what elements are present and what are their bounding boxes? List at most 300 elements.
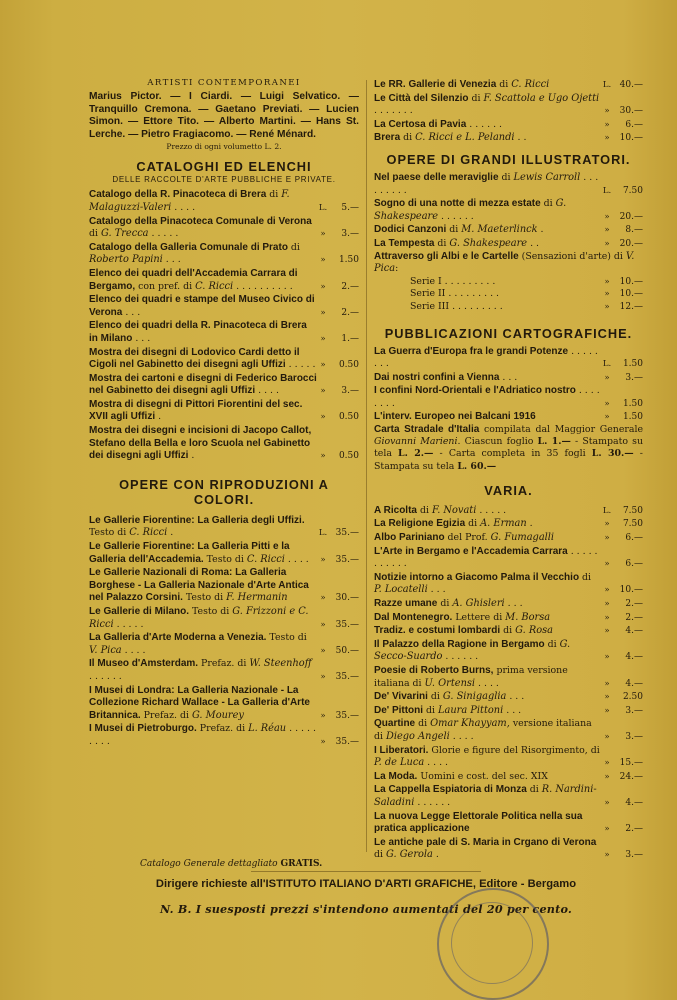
carta-author: Giovanni Marieni bbox=[374, 436, 458, 448]
varia-author: G. Fumagalli bbox=[490, 532, 555, 544]
varia-price: 4.— bbox=[625, 652, 643, 663]
varia-currency-mark: » bbox=[604, 678, 610, 689]
carta-entry bbox=[374, 411, 643, 424]
opera-author: G. Mourey bbox=[191, 709, 244, 721]
varia-entry bbox=[374, 612, 643, 625]
carta-desc-2: . Ciascun foglio bbox=[457, 436, 538, 448]
varia-title: Le antiche pale di S. Maria in Crgano di Verona bbox=[374, 836, 597, 848]
varia-desc: di bbox=[423, 704, 439, 716]
catalogo-generale bbox=[88, 859, 644, 869]
varia-entry bbox=[374, 718, 643, 743]
varia-currency-mark: » bbox=[604, 519, 610, 530]
varia-desc: di bbox=[500, 625, 516, 637]
varia-author: U. Ortensi bbox=[424, 677, 476, 689]
illustrato-price: 7.50 bbox=[622, 185, 643, 196]
carta-desc-1: compilata dal Maggior Generale bbox=[479, 424, 643, 436]
carta-price-1: L. 1.— bbox=[537, 436, 571, 448]
catalogo-currency-mark: » bbox=[320, 229, 326, 240]
series-price: 10.— bbox=[619, 276, 643, 287]
varia-currency-mark: » bbox=[604, 599, 610, 610]
opera-dots: . . . . . . bbox=[466, 118, 503, 130]
library-stamp bbox=[437, 888, 549, 1000]
varia-currency-mark: » bbox=[604, 758, 610, 769]
varia-dots: . . . bbox=[506, 691, 525, 703]
carta-price-4: L. 60.— bbox=[457, 460, 497, 472]
opera-entry bbox=[89, 658, 359, 683]
varia-title: La Moda. bbox=[374, 770, 418, 782]
varia-price: 2.— bbox=[625, 599, 643, 610]
carta-dots: . . . . . . . . bbox=[374, 385, 600, 409]
varia-dots: . bbox=[526, 518, 533, 530]
varia-title: Tradiz. e costumi lombardi bbox=[374, 625, 501, 637]
cataloghi-heading: CATALOGHI ED ELENCHI bbox=[136, 159, 312, 175]
opera-dots: . . . . . . . bbox=[374, 105, 413, 117]
illustrato-dots: . bbox=[537, 224, 544, 236]
carta-title: Carta Stradale d'Italia bbox=[374, 424, 480, 436]
opera-title: Le Gallerie di Milano. bbox=[89, 606, 190, 617]
varia-title: Poesie di Roberto Burns, bbox=[374, 665, 494, 676]
opera-author: C. Ricci bbox=[129, 527, 168, 539]
catalogo-dots: . . . . bbox=[255, 385, 279, 397]
varia-desc: di bbox=[544, 638, 560, 650]
albi-title: Attraverso gli Albi e le Cartelle bbox=[374, 250, 519, 262]
catalogo-entry bbox=[89, 216, 359, 241]
opera-currency-mark: L. bbox=[318, 528, 328, 539]
catalogo-title: Catalogo della Pinacoteca Comunale di Verona bbox=[89, 215, 312, 227]
varia-title: Quartine bbox=[374, 718, 416, 730]
catalogo-title: Mostra dei cartoni e disegni di Federico Barocci nel Gabinetto dei disegni agli Uffizi bbox=[89, 372, 317, 397]
catalogo-currency-mark: » bbox=[320, 333, 326, 344]
varia-desc: Uomini e cost. del sec. XIX bbox=[417, 770, 548, 782]
varia-desc: Lettere di bbox=[452, 611, 506, 623]
varia-desc: di bbox=[465, 518, 481, 530]
catalogo-title: Elenco dei quadri dell'Accademia Carrara di Bergamo, bbox=[89, 267, 298, 292]
carta-desc-3: - Stampato su tela bbox=[374, 436, 643, 460]
varia-title: Dal Montenegro. bbox=[374, 611, 453, 623]
varia-entry bbox=[374, 705, 643, 718]
illustrato-title: La Tempesta bbox=[374, 237, 435, 249]
opera-price: 35.— bbox=[335, 554, 359, 565]
varia-title: De' Pittoni bbox=[374, 704, 424, 716]
opera-currency-mark: » bbox=[320, 645, 326, 656]
catalogo-title: Mostra di disegni di Pittori Fiorentini del sec. XVII agli Uffizi bbox=[89, 398, 303, 423]
varia-title: De' Vivarini bbox=[374, 691, 428, 703]
varia-desc-2: versione italiana di bbox=[374, 718, 592, 742]
catalogo-price: 0.50 bbox=[338, 360, 359, 371]
varia-heading: VARIA. bbox=[484, 482, 533, 498]
carta-price-2: L. 2.— bbox=[398, 448, 434, 460]
opera-title: Le Gallerie Fiorentine: La Galleria Pitti e la Galleria dell'Accademia. bbox=[89, 541, 290, 565]
varia-desc: di bbox=[437, 598, 453, 610]
carta-entry bbox=[374, 372, 643, 385]
opera-dots: . . . . . . . . . bbox=[89, 723, 316, 747]
opera-title: La Galleria d'Arte Moderna a Venezia. bbox=[89, 632, 267, 644]
varia-price: 6.— bbox=[625, 533, 643, 544]
opera-price: 40.— bbox=[619, 80, 643, 90]
varia-entry bbox=[374, 745, 643, 770]
catalogo-title: Catalogo della Galleria Comunale di Prato bbox=[89, 241, 288, 253]
varia-author: G. Gerola bbox=[385, 849, 433, 861]
illustrato-title: Dodici Canzoni bbox=[374, 224, 447, 236]
riproduzioni-list bbox=[89, 515, 359, 749]
varia-price: 4.— bbox=[625, 797, 643, 808]
opera-desc: di bbox=[468, 92, 484, 104]
illustratori-list bbox=[374, 172, 643, 251]
varia-title: Albo Pariniano bbox=[374, 532, 445, 544]
artisti-price-note: Prezzo di ogni volumetto L. 2. bbox=[166, 142, 282, 152]
varia-title: La nuova Legge Elettorale Politica nella sua pratica applicazione bbox=[374, 810, 583, 835]
opera-desc: Prefaz. di bbox=[140, 709, 192, 721]
varia-currency-mark: » bbox=[604, 692, 610, 703]
opera-author: C. Ricci bbox=[511, 79, 550, 90]
carta-desc-5: - Stampata su tela bbox=[374, 448, 643, 472]
varia-dots: . . . . bbox=[475, 677, 499, 689]
catalogo-entry bbox=[89, 347, 359, 372]
varia-dots: . . . . bbox=[424, 757, 449, 769]
varia-currency-mark: » bbox=[604, 585, 610, 596]
series-price: 12.— bbox=[619, 301, 643, 312]
carta-title: La Guerra d'Europa fra le grandi Potenze bbox=[374, 345, 569, 357]
opera-price: 30.— bbox=[335, 593, 359, 604]
catalogo-price: 3.— bbox=[341, 386, 359, 397]
catalogo-price: 0.50 bbox=[338, 451, 359, 462]
catalogo-dots: . . . bbox=[132, 332, 151, 344]
varia-currency-mark: » bbox=[604, 652, 610, 663]
varia-author: R. Nardini-Saladini bbox=[374, 784, 597, 808]
varia-currency-mark: » bbox=[604, 626, 610, 637]
varia-entry bbox=[374, 546, 643, 571]
opera-desc: di bbox=[400, 132, 416, 144]
albi-author: V. Pica bbox=[374, 250, 635, 275]
catalogo-desc: di bbox=[266, 189, 282, 201]
varia-title: Razze umane bbox=[374, 598, 438, 610]
varia-dots: . . . bbox=[503, 704, 522, 716]
illustrato-entry bbox=[374, 172, 643, 197]
illustrato-desc: di bbox=[434, 237, 450, 249]
opera-author: C. Ricci bbox=[246, 553, 285, 565]
opera-dots: . . . . . . bbox=[89, 670, 122, 682]
opera-entry bbox=[89, 567, 359, 605]
series-entry: Serie III . . . . . . . . . » 12.— bbox=[410, 300, 643, 312]
opera-currency-mark: » bbox=[604, 106, 610, 117]
catalogo-entry bbox=[89, 294, 359, 319]
carta-dots: . . . bbox=[499, 371, 518, 383]
varia-author: G. Secco-Suardo bbox=[374, 638, 571, 663]
varia-price: 2.— bbox=[625, 612, 643, 623]
column-divider bbox=[366, 80, 367, 852]
illustrato-dots: . . . . . . bbox=[438, 210, 474, 222]
varia-currency-mark: L. bbox=[602, 505, 612, 516]
catalogo-entry bbox=[89, 320, 359, 345]
illustrato-entry bbox=[374, 238, 643, 251]
opera-currency-mark: » bbox=[320, 619, 326, 630]
opera-author: W. Steenhoff bbox=[249, 658, 312, 670]
catalogo-title: Elenco dei quadri della R. Pinacoteca di Brera in Milano bbox=[89, 320, 307, 344]
catalogo-currency-mark: » bbox=[320, 412, 326, 423]
opera-price: 6.— bbox=[625, 119, 643, 130]
series-label: Serie III bbox=[410, 300, 450, 312]
varia-price: 6.— bbox=[625, 559, 643, 570]
catalogo-price: 1.— bbox=[341, 333, 359, 344]
carta-entry bbox=[374, 385, 643, 410]
carta-currency-mark: L. bbox=[602, 359, 612, 370]
illustrato-author: G. Shakespeare bbox=[374, 198, 567, 222]
left-column bbox=[89, 78, 359, 749]
catalogo-desc: di bbox=[89, 228, 101, 240]
opera-dots: . . . . . bbox=[113, 618, 144, 630]
opera-currency-mark: » bbox=[604, 133, 610, 144]
catalogo-entry bbox=[89, 268, 359, 293]
varia-entry bbox=[374, 639, 643, 664]
illustrato-price: 20.— bbox=[619, 238, 643, 249]
illustrato-currency-mark: » bbox=[604, 238, 610, 249]
catalogo-dots: . bbox=[155, 411, 162, 423]
opera-price: 50.— bbox=[335, 645, 359, 656]
opera-entry bbox=[374, 132, 643, 145]
carta-price: 3.— bbox=[625, 372, 643, 383]
catalogo-entry bbox=[89, 425, 359, 463]
catalogo-desc: di bbox=[287, 241, 300, 253]
artisti-names: Marius Pictor. — I Ciardi. — Luigi Selvatico. — Tranquillo Cremona. — Gaetano Previati. — Lucien Simon. — Ettore Tito. — Alberto Martini. — Hans St. Lerche. — Pietro Fragiacomo. — René Ménard. bbox=[89, 91, 359, 140]
opera-title: Le RR. Gallerie di Venezia bbox=[374, 79, 497, 90]
catalogo-price: 1.50 bbox=[338, 255, 359, 266]
varia-price: 10.— bbox=[619, 585, 643, 596]
varia-price: 4.— bbox=[625, 626, 643, 637]
illustrato-title: Nel paese delle meraviglie bbox=[374, 171, 499, 183]
varia-entry bbox=[374, 691, 643, 704]
catalogo-currency-mark: » bbox=[320, 386, 326, 397]
right-column bbox=[374, 78, 643, 862]
opera-entry bbox=[374, 119, 643, 132]
riproduzioni-heading: OPERE CON RIPRODUZIONI A COLORI. bbox=[119, 476, 329, 507]
varia-author: F. Novati bbox=[431, 504, 477, 516]
opera-currency-mark: » bbox=[320, 736, 326, 747]
varia-author: A. Ghisleri bbox=[452, 598, 505, 610]
opera-currency-mark: » bbox=[320, 593, 326, 604]
varia-price: 3.— bbox=[625, 731, 643, 742]
publisher-address: Dirigere richieste all'ISTITUTO ITALIANO D'ARTI GRAFICHE, Editore - Bergamo bbox=[155, 878, 577, 890]
price-increase-note: N. B. I suesposti prezzi s'intendono aumentati del 20 per cento. bbox=[159, 902, 573, 916]
opera-entry bbox=[89, 632, 359, 657]
illustrato-desc: di bbox=[446, 224, 462, 236]
varia-title: A Ricolta bbox=[374, 504, 417, 516]
opera-entry bbox=[374, 79, 643, 92]
catalogo-desc: con pref. di bbox=[135, 280, 196, 292]
varia-price: 2.— bbox=[625, 824, 643, 835]
varia-author: Laura Pittoni bbox=[438, 704, 504, 716]
catalogo-title: Mostra dei disegni di Lodovico Cardi detto il Cigoli nel Gabinetto dei disegni agli Uffizi bbox=[89, 346, 300, 371]
varia-price: 2.50 bbox=[622, 692, 643, 703]
illustrato-author: G. Shakespeare bbox=[449, 237, 528, 249]
opera-desc: Testo di bbox=[189, 606, 233, 617]
varia-dots: . . . bbox=[427, 584, 446, 596]
illustrato-author: Lewis Carroll bbox=[513, 171, 581, 183]
opera-author: V. Pica bbox=[89, 644, 122, 656]
opera-author: F. Scattola e Ugo Ojetti bbox=[483, 92, 600, 104]
illustratori-heading: OPERE DI GRANDI ILLUSTRATORI. bbox=[386, 151, 631, 167]
varia-entry bbox=[374, 518, 643, 531]
varia-title: La Religione Egizia bbox=[374, 518, 466, 530]
illustrato-dots: . . bbox=[527, 237, 540, 249]
varia-currency-mark: » bbox=[604, 559, 610, 570]
series-entry: Serie II . . . . . . . . . » 10.— bbox=[410, 288, 643, 300]
varia-desc: di bbox=[526, 784, 542, 796]
opera-entry bbox=[374, 93, 643, 118]
varia-entry bbox=[374, 532, 643, 545]
opera-title: Le Gallerie Nazionali di Roma: La Galleria Borghese - La Galleria Nazionale d'Arte Antica nel Palazzo Corsini. bbox=[89, 567, 309, 604]
varia-price: 7.50 bbox=[622, 519, 643, 530]
opera-entry bbox=[89, 606, 359, 631]
opera-currency-mark: » bbox=[604, 119, 610, 130]
catalogo-price: 3.— bbox=[341, 229, 359, 240]
opera-title: Brera bbox=[374, 132, 401, 144]
opera-price: 35.— bbox=[335, 710, 359, 721]
opera-author: F. Hermanin bbox=[226, 592, 288, 604]
opera-dots: . . bbox=[514, 132, 527, 144]
carta-currency-mark: » bbox=[604, 412, 610, 423]
varia-currency-mark: » bbox=[604, 533, 610, 544]
catalogo-currency-mark: » bbox=[320, 255, 326, 266]
opera-entry bbox=[89, 541, 359, 566]
varia-dots: . . . . . . bbox=[442, 651, 479, 663]
carta-price: 1.50 bbox=[622, 412, 643, 423]
varia-entry bbox=[374, 811, 643, 836]
varia-currency-mark: » bbox=[604, 705, 610, 716]
varia-price: 24.— bbox=[619, 771, 643, 782]
catalogo-dots: . . . . . . . . . . bbox=[233, 280, 293, 292]
varia-price: 3.— bbox=[625, 705, 643, 716]
carta-title: L'interv. Europeo nei Balcani 1916 bbox=[374, 411, 536, 423]
catalogo-entry bbox=[89, 189, 359, 214]
series-mark: » bbox=[604, 276, 610, 287]
catalogo-currency-mark: L. bbox=[318, 202, 328, 213]
carta-title: Dai nostri confini a Vienna bbox=[374, 371, 500, 383]
opera-price: 10.— bbox=[619, 133, 643, 144]
varia-desc: di bbox=[427, 691, 443, 703]
cataloghi-list bbox=[89, 189, 359, 462]
cataloghi-subheading: DELLE RACCOLTE D'ARTE PUBBLICHE E PRIVATE. bbox=[112, 175, 336, 185]
opera-desc: Testo di bbox=[203, 553, 247, 565]
opera-desc: Testo di bbox=[182, 592, 227, 604]
opera-price: 30.— bbox=[619, 106, 643, 117]
carta-dots: . . . . . . . . bbox=[374, 345, 598, 370]
varia-currency-mark: » bbox=[604, 612, 610, 623]
carta-price: 1.50 bbox=[622, 398, 643, 409]
opera-dots: . . . . bbox=[284, 553, 309, 565]
catalogo-currency-mark: » bbox=[320, 360, 326, 371]
cartografiche-heading: PUBBLICAZIONI CARTOGRAFICHE. bbox=[384, 325, 633, 341]
opera-title: Il Museo d'Amsterdam. bbox=[89, 658, 199, 670]
catalogo-entry bbox=[89, 373, 359, 398]
carta-price-3: L. 30.— bbox=[591, 448, 634, 460]
opera-desc: Testo di bbox=[89, 527, 130, 539]
opera-currency-mark: » bbox=[320, 671, 326, 682]
varia-author-2: Diego Angeli bbox=[385, 730, 450, 742]
series-label: Serie I bbox=[410, 275, 442, 287]
catalogo-price: 2.— bbox=[341, 307, 359, 318]
catalogo-currency-mark: » bbox=[320, 451, 326, 462]
opera-currency-mark: » bbox=[320, 710, 326, 721]
series-entry: Serie I . . . . . . . . . » 10.— bbox=[410, 275, 643, 287]
varia-author: P. Locatelli bbox=[374, 584, 428, 596]
opera-dots: . . . . bbox=[121, 644, 146, 656]
varia-entry bbox=[374, 771, 643, 784]
illustrato-author: M. Maeterlinck bbox=[461, 224, 538, 236]
varia-price: 4.— bbox=[625, 678, 643, 689]
varia-dots: . . . bbox=[504, 598, 523, 610]
opera-author: C. Ricci e L. Pelandi bbox=[415, 132, 515, 144]
opera-currency-mark: » bbox=[320, 554, 326, 565]
varia-desc: Glorie e figure del Risorgimento, di bbox=[428, 744, 600, 756]
varia-entry bbox=[374, 784, 643, 809]
carta-entry bbox=[374, 346, 643, 371]
catalogo-author: F. Malaguzzi-Valeri bbox=[89, 189, 290, 213]
catalogo-author: Roberto Papini bbox=[89, 254, 163, 266]
catalogo-dots: . . . bbox=[122, 306, 141, 318]
opera-desc: di bbox=[496, 79, 512, 90]
opera-title: I Musei di Pietroburgo. bbox=[89, 723, 197, 735]
opera-entry bbox=[89, 515, 359, 540]
catalogo-title: Catalogo della R. Pinacoteca di Brera bbox=[89, 189, 267, 201]
illustrato-currency-mark: » bbox=[604, 225, 610, 236]
catalogo-price: 0.50 bbox=[338, 412, 359, 423]
artisti-heading: ARTISTI CONTEMPORANEI bbox=[147, 78, 301, 88]
varia-dots: . . . . . . bbox=[414, 796, 451, 808]
illustrato-desc: di bbox=[540, 198, 556, 210]
carta-title: I confini Nord-Orientali e l'Adriatico nostro bbox=[374, 385, 576, 397]
varia-author: G. Rosa bbox=[515, 625, 553, 637]
series-mark: » bbox=[604, 301, 610, 312]
catalogo-title: Mostra dei disegni e incisioni di Jacopo Callot, Stefano della Bella e loro Scuola nel Gabinetto dei disegni agli Uffizi bbox=[89, 425, 312, 462]
varia-entry bbox=[374, 665, 643, 690]
carta-currency-mark: » bbox=[604, 372, 610, 383]
varia-price: 7.50 bbox=[622, 505, 643, 516]
varia-currency-mark: » bbox=[604, 797, 610, 808]
catalogo-text: Catalogo Generale dettagliato bbox=[140, 859, 278, 869]
albi-entry: Attraverso gli Albi e le Cartelle (Sensazioni d'arte) di V. Pica: bbox=[374, 250, 635, 275]
varia-entry bbox=[374, 598, 643, 611]
opera-title: I Musei di Londra: La Galleria Nazionale - La Collezione Richard Wallace - La Galleria d'Arte Britannica. bbox=[89, 684, 310, 721]
varia-desc: prima versione italiana di bbox=[374, 665, 568, 689]
illustrato-currency-mark: » bbox=[604, 211, 610, 222]
series-mark: » bbox=[604, 289, 610, 300]
varia-desc: del Prof. bbox=[444, 532, 491, 544]
opera-currency-mark: L. bbox=[602, 80, 612, 90]
varia-author: G. Sinigaglia bbox=[442, 691, 507, 703]
catalogo-gratis: GRATIS. bbox=[280, 859, 323, 869]
illustrato-title: Sogno di una notte di mezza estate bbox=[374, 198, 541, 210]
catalogo-dots: . . . . . bbox=[148, 228, 179, 240]
opera-author: G. Frizzoni e C. Ricci bbox=[89, 606, 309, 630]
varia-price: 3.— bbox=[625, 850, 643, 861]
varia-author: M. Borsa bbox=[505, 611, 551, 623]
illustrato-dots: . . . . . . . . . bbox=[374, 171, 599, 196]
opera-desc: Prefaz. di bbox=[196, 723, 249, 735]
opera-title: Le Città del Silenzio bbox=[374, 92, 469, 104]
varia-author: Omar Khayyam, bbox=[430, 718, 510, 730]
catalogo-price: 2.— bbox=[341, 281, 359, 292]
illustrato-price: 8.— bbox=[625, 225, 643, 236]
series-price: 10.— bbox=[619, 289, 643, 300]
carta-desc-4: - Carta completa in 35 fogli bbox=[433, 448, 592, 460]
varia-title: Il Palazzo della Ragione in Bergamo bbox=[374, 638, 545, 650]
catalogo-price: 5.— bbox=[341, 202, 359, 213]
opera-title: La Certosa di Pavia bbox=[374, 118, 467, 130]
catalogo-author: G. Trecca bbox=[100, 228, 149, 240]
catalogo-dots: . . . bbox=[162, 254, 181, 266]
carta-currency-mark: » bbox=[604, 398, 610, 409]
carta-stradale-entry bbox=[374, 424, 643, 473]
